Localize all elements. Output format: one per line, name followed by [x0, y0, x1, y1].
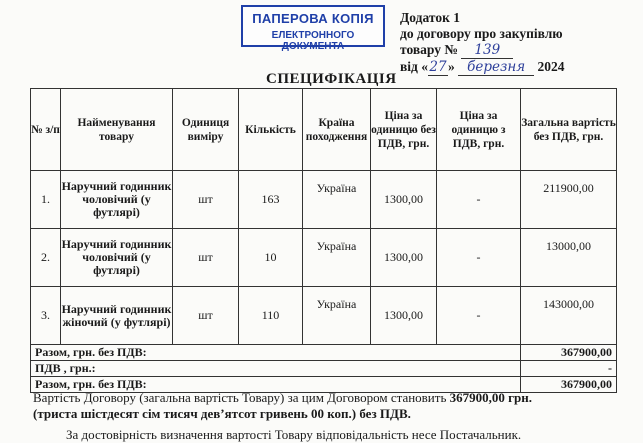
- summary-label: Разом, грн. без ПДВ:: [31, 345, 521, 361]
- specification-title: СПЕЦИФІКАЦІЯ: [266, 71, 397, 87]
- table-row: [31, 287, 617, 345]
- goods-number-prefix: товару №: [400, 42, 458, 57]
- row-unit: шт: [173, 229, 239, 287]
- header-total-no-vat: Загальна вартість без ПДВ, грн.: [521, 89, 617, 171]
- date-month: березня: [458, 59, 534, 76]
- row-total: 13000,00: [521, 229, 617, 287]
- header-num: № з/п: [31, 89, 61, 171]
- contract-value-amount: 367900,00 грн.: [449, 390, 533, 405]
- row-qty: 163: [239, 171, 303, 229]
- summary-row: [31, 361, 617, 377]
- row-qty: 10: [239, 229, 303, 287]
- row-total: 211900,00: [521, 171, 617, 229]
- header-country: Країна походження: [303, 89, 371, 171]
- summary-label: ПДВ , грн.:: [31, 361, 521, 377]
- row-name: Наручний годинник чоловічий (у футлярі): [61, 171, 173, 229]
- row-price: 1300,00: [371, 287, 437, 345]
- contract-value-paragraph: [33, 390, 623, 406]
- table-header-row: [31, 89, 617, 171]
- row-qty: 110: [239, 287, 303, 345]
- row-price: 1300,00: [371, 171, 437, 229]
- appendix-label: Додаток 1: [400, 10, 460, 25]
- contract-label: до договору про закупівлю: [400, 26, 563, 41]
- date-year: 2024: [537, 59, 565, 74]
- goods-number: 139: [461, 42, 513, 59]
- summary-row: [31, 345, 617, 361]
- copy-stamp: [241, 5, 385, 52]
- row-num: 2.: [31, 229, 61, 287]
- row-price-vat: -: [437, 229, 521, 287]
- row-country: Україна: [303, 229, 371, 287]
- row-unit: шт: [173, 287, 239, 345]
- goods-number-line: [400, 42, 565, 59]
- row-num: 3.: [31, 287, 61, 345]
- row-name: Наручний годинник чоловічий (у футлярі): [61, 229, 173, 287]
- amount-in-words: (триста шістдесят сім тисяч дев’ятсот гривень 00 коп.) без ПДВ.: [33, 406, 411, 421]
- row-total: 143000,00: [521, 287, 617, 345]
- row-price-vat: -: [437, 171, 521, 229]
- header-qty: Кількість: [239, 89, 303, 171]
- header-price-no-vat: Ціна за одиницю без ПДВ, грн.: [371, 89, 437, 171]
- row-price-vat: -: [437, 287, 521, 345]
- summary-value: 367900,00: [521, 345, 617, 361]
- table-row: [31, 229, 617, 287]
- row-country: Україна: [303, 171, 371, 229]
- document-header: [400, 10, 565, 76]
- header-unit: Одиниця виміру: [173, 89, 239, 171]
- stamp-line-2: ЕЛЕКТРОННОГО ДОКУМЕНТА: [271, 30, 355, 52]
- summary-label: Разом, грн. без ПДВ:: [31, 377, 521, 393]
- table-row: [31, 171, 617, 229]
- row-country: Україна: [303, 287, 371, 345]
- row-num: 1.: [31, 171, 61, 229]
- date-prefix: від: [400, 59, 418, 74]
- responsibility-note: За достовірність визначення вартості Товару відповідальність несе Постачальник.: [66, 427, 522, 442]
- summary-value: -: [521, 361, 617, 377]
- contract-value-text: Вартість Договору (загальна вартість Товару) за цим Договором становить: [33, 390, 447, 405]
- header-name: Найменування товару: [61, 89, 173, 171]
- stamp-line-1: ПАПЕРОВА КОПІЯ: [252, 11, 374, 26]
- specification-table: [30, 88, 617, 393]
- row-unit: шт: [173, 171, 239, 229]
- date-line: від «27» березня 2024: [400, 59, 565, 75]
- row-price: 1300,00: [371, 229, 437, 287]
- row-name: Наручний годинник жіночий (у футлярі): [61, 287, 173, 345]
- summary-value: 367900,00: [521, 377, 617, 393]
- header-price-vat: Ціна за одиницю з ПДВ, грн.: [437, 89, 521, 171]
- date-day: 27: [429, 59, 447, 75]
